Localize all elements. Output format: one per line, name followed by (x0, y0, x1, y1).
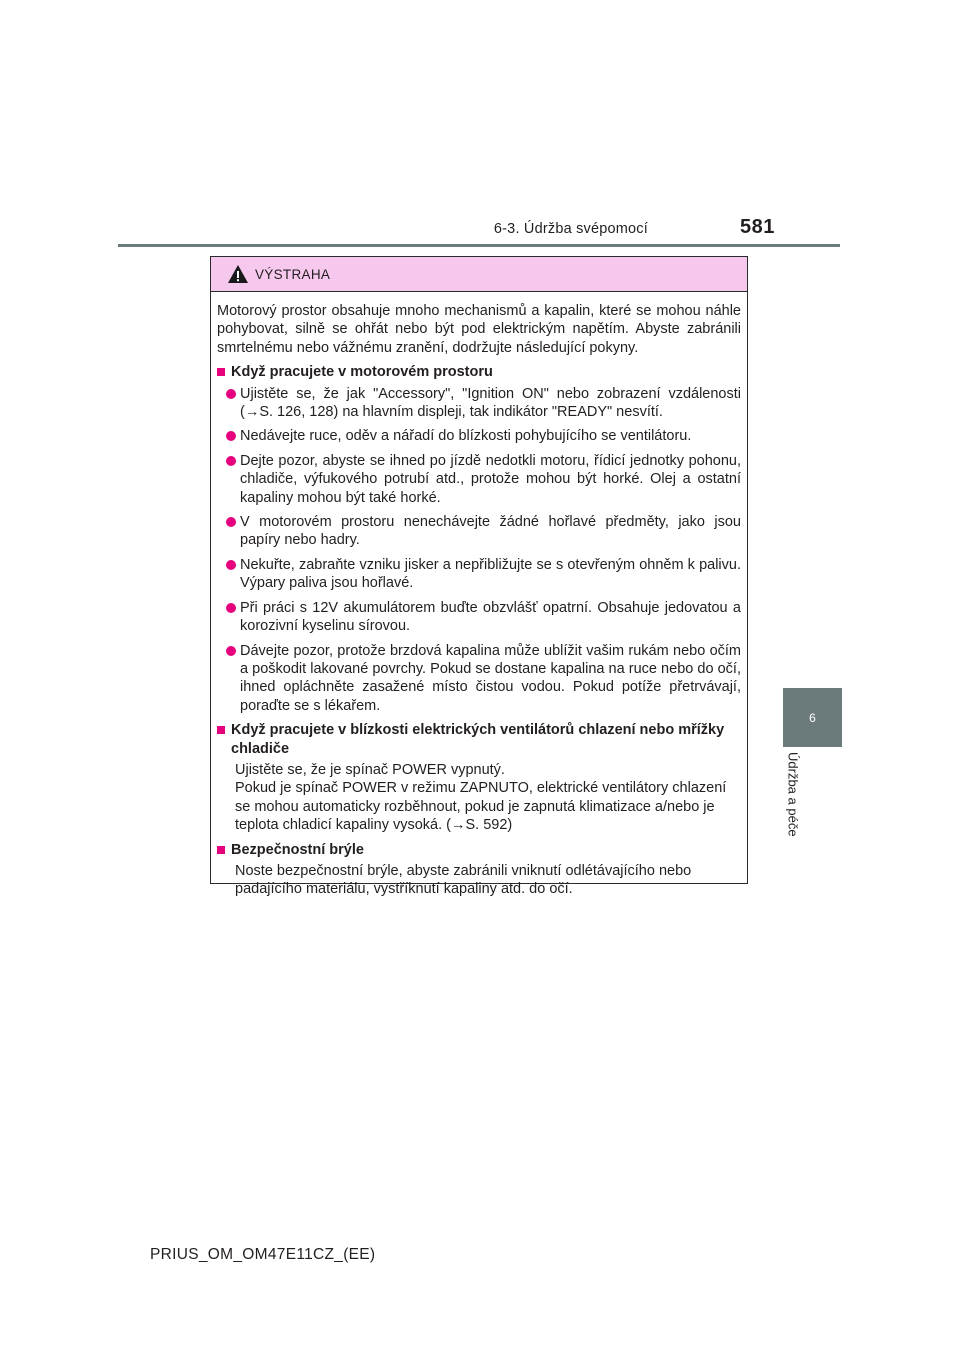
chapter-title: Údržba a péče (785, 752, 801, 837)
section-heading (217, 721, 741, 758)
circle-bullet-icon (226, 646, 236, 656)
circle-bullet-icon (226, 560, 236, 570)
header-divider (118, 244, 840, 247)
square-bullet-icon (217, 846, 225, 854)
chapter-tab (783, 688, 842, 747)
list-item-text: Dávejte pozor, protože brzdová kapalina může ublížit vašim rukám nebo očím a poškodit lakované povrchy. Pokud se dostane kapalina na ruce nebo do očí, ihned opláchněte zasažené místo čistou vodou. Pokud potíže přetrvávají, poraďte se s lékařem. (240, 642, 741, 714)
warning-intro: Motorový prostor obsahuje mnoho mechanismů a kapalin, které se mohou náhle pohybovat, silně se ohřát nebo být pod elektrickým napětím. Abyste zabránili smrtelnému nebo vážnému zranění, dodržujte následující pokyny. (217, 303, 741, 356)
warning-triangle-icon (227, 264, 249, 284)
section-paragraph (235, 761, 741, 835)
list-item-text: Při práci s 12V akumulátorem buďte obzvlášť opatrní. Obsahuje jedovatou a korozivní kyselinu sírovou. (240, 599, 741, 635)
section-heading-text: Když pracujete v motorovém prostoru (231, 364, 493, 381)
warning-header (211, 257, 747, 292)
section-heading (217, 363, 741, 381)
list-item-text: V motorovém prostoru nenechávejte žádné hořlavé předměty, jako jsou papíry nebo hadry. (240, 514, 741, 549)
warning-body (211, 292, 747, 899)
section-heading-text: Bezpečnostní brýle (231, 841, 364, 858)
circle-bullet-icon (226, 517, 236, 527)
list-item (226, 513, 741, 550)
section-text-line: Noste bezpečnostní brýle, abyste zabránili vniknutí odlétávajícího nebo padajícího materiálu, vystříknutí kapaliny atd. do očí. (235, 862, 692, 898)
warning-title: VÝSTRAHA (255, 266, 331, 282)
list-item-text: Dejte pozor, abyste se ihned po jízdě nedotkli motoru, řídicí jednotky pohonu, chladiče, výfukového potrubí atd., protože mohou být horké. Olej a ostatní kapaliny mohou být také horké. (240, 452, 741, 506)
circle-bullet-icon (226, 456, 236, 466)
page-number: 581 (740, 216, 775, 238)
circle-bullet-icon (226, 603, 236, 613)
warning-box (210, 256, 748, 898)
list-item (226, 599, 741, 636)
list-item-text: Nedávejte ruce, oděv a nářadí do blízkosti pohybujícího se ventilátoru. (240, 428, 692, 445)
list-item-text: Ujistěte se, že jak "Accessory", "Ignition ON" nebo zobrazení vzdálenosti (→S. 126, 128) na hlavním displeji, tak indikátor "READY" nesvítí. (240, 385, 741, 421)
circle-bullet-icon (226, 389, 236, 399)
list-item (226, 385, 741, 422)
section-text-line: Ujistěte se, že je spínač POWER vypnutý. (235, 761, 505, 778)
list-item (226, 642, 741, 716)
section-title: 6-3. Údržba svépomocí (493, 221, 648, 237)
chapter-label-container (783, 752, 803, 862)
list-item (226, 556, 741, 593)
chapter-number: 6 (809, 710, 816, 725)
section-text-line: Pokud je spínač POWER v režimu ZAPNUTO, elektrické ventilátory chlazení se mohou automaticky rozběhnout, pokud je zapnutá klimatizace a/nebo je teplota chladicí kapaliny vysoká. (→S. 592) (235, 780, 727, 834)
list-item (226, 427, 741, 445)
square-bullet-icon (217, 368, 225, 376)
document-code: PRIUS_OM_OM47E11CZ_(EE) (150, 1246, 376, 1263)
list-item-text: Nekuřte, zabraňte vzniku jisker a nepřibližujte se s otevřeným ohněm k palivu. Výpary paliva jsou hořlavé. (240, 556, 741, 592)
square-bullet-icon (217, 726, 225, 734)
list-item (226, 452, 741, 507)
section-paragraph (235, 862, 741, 899)
section-heading-text: Když pracujete v blízkosti elektrických ventilátorů chlazení nebo mřížky chladiče (231, 722, 725, 757)
circle-bullet-icon (226, 431, 236, 441)
section-heading (217, 841, 741, 859)
